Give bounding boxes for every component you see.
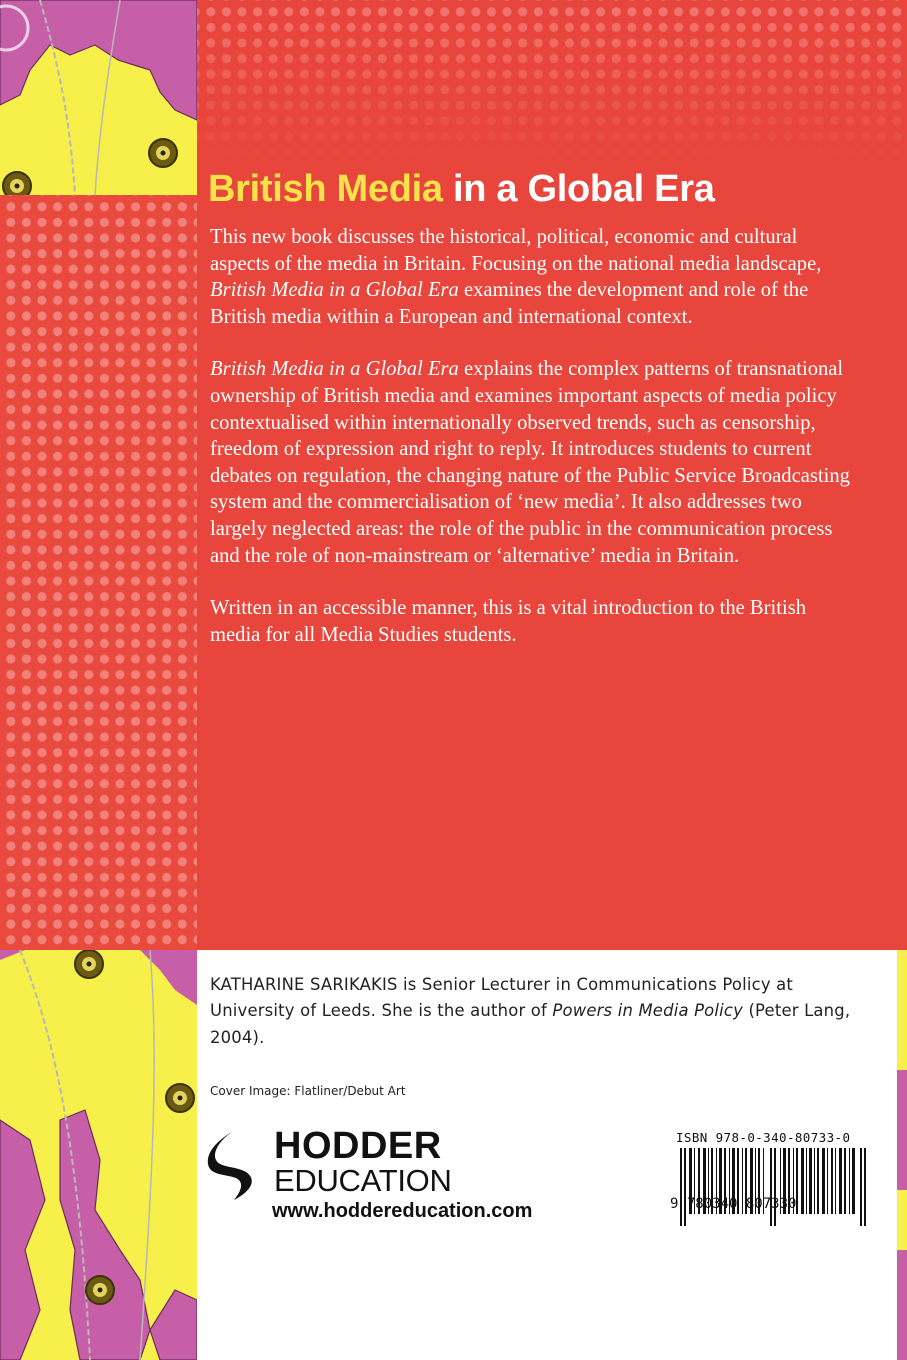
cover-illustration-edge: [897, 950, 907, 1360]
book-title: [208, 168, 715, 211]
description-paragraph-1: This new book discusses the historical, political, economic and cultural aspects of the media in Britain. Focusing on the national media landscape, British Media in a Global Era examines the development and role of the British media within a European and international context.: [210, 226, 822, 328]
map-illustration-icon: [0, 950, 197, 1360]
barcode-digits: 9 780340 807330: [670, 1196, 797, 1212]
dotted-pattern-fade: [197, 0, 907, 160]
publisher-website: www.hoddereducation.com: [272, 1200, 533, 1222]
book-description: [210, 224, 858, 674]
map-illustration-icon: [897, 950, 907, 1360]
dotted-pattern-panel: [0, 195, 197, 950]
description-paragraph-3: Written in an accessible manner, this is a vital introduction to the British media for all Media Studies students.: [210, 597, 807, 646]
cover-illustration-bottom: [0, 950, 197, 1360]
book-title-part2: in a Global Era: [452, 168, 715, 210]
cover-image-credit: Cover Image: Flatliner/Debut Art: [210, 1084, 406, 1098]
isbn-label: ISBN 978-0-340-80733-0: [676, 1130, 851, 1145]
hodder-logo-icon: [206, 1130, 266, 1207]
book-title-part1: British Media: [208, 168, 443, 210]
map-illustration-icon: [0, 0, 197, 195]
publisher-division: EDUCATION: [274, 1163, 452, 1198]
cover-illustration-top: [0, 0, 197, 195]
publisher-name: HODDER: [274, 1125, 442, 1167]
barcode-icon: [674, 1148, 874, 1228]
author-bio: KATHARINE SARIKAKIS is Senior Lecturer in Communications Policy at University of Leeds. She is the author of Powers in Media Policy (Peter Lang, 2004).: [210, 975, 851, 1047]
description-paragraph-2: British Media in a Global Era explains the complex patterns of transnational ownership of British media and examines important aspects of media policy contextualised within internationally observed trends, such as censorship, freedom of expression and right to reply. It introduces students to current debates on regulation, the changing nature of the Public Service Broadcasting system and the commercialisation of ‘new media’. It also addresses two largely neglected areas: the role of the public in the communication process and the role of non-mainstream or ‘alternative’ media in Britain.: [210, 358, 850, 567]
